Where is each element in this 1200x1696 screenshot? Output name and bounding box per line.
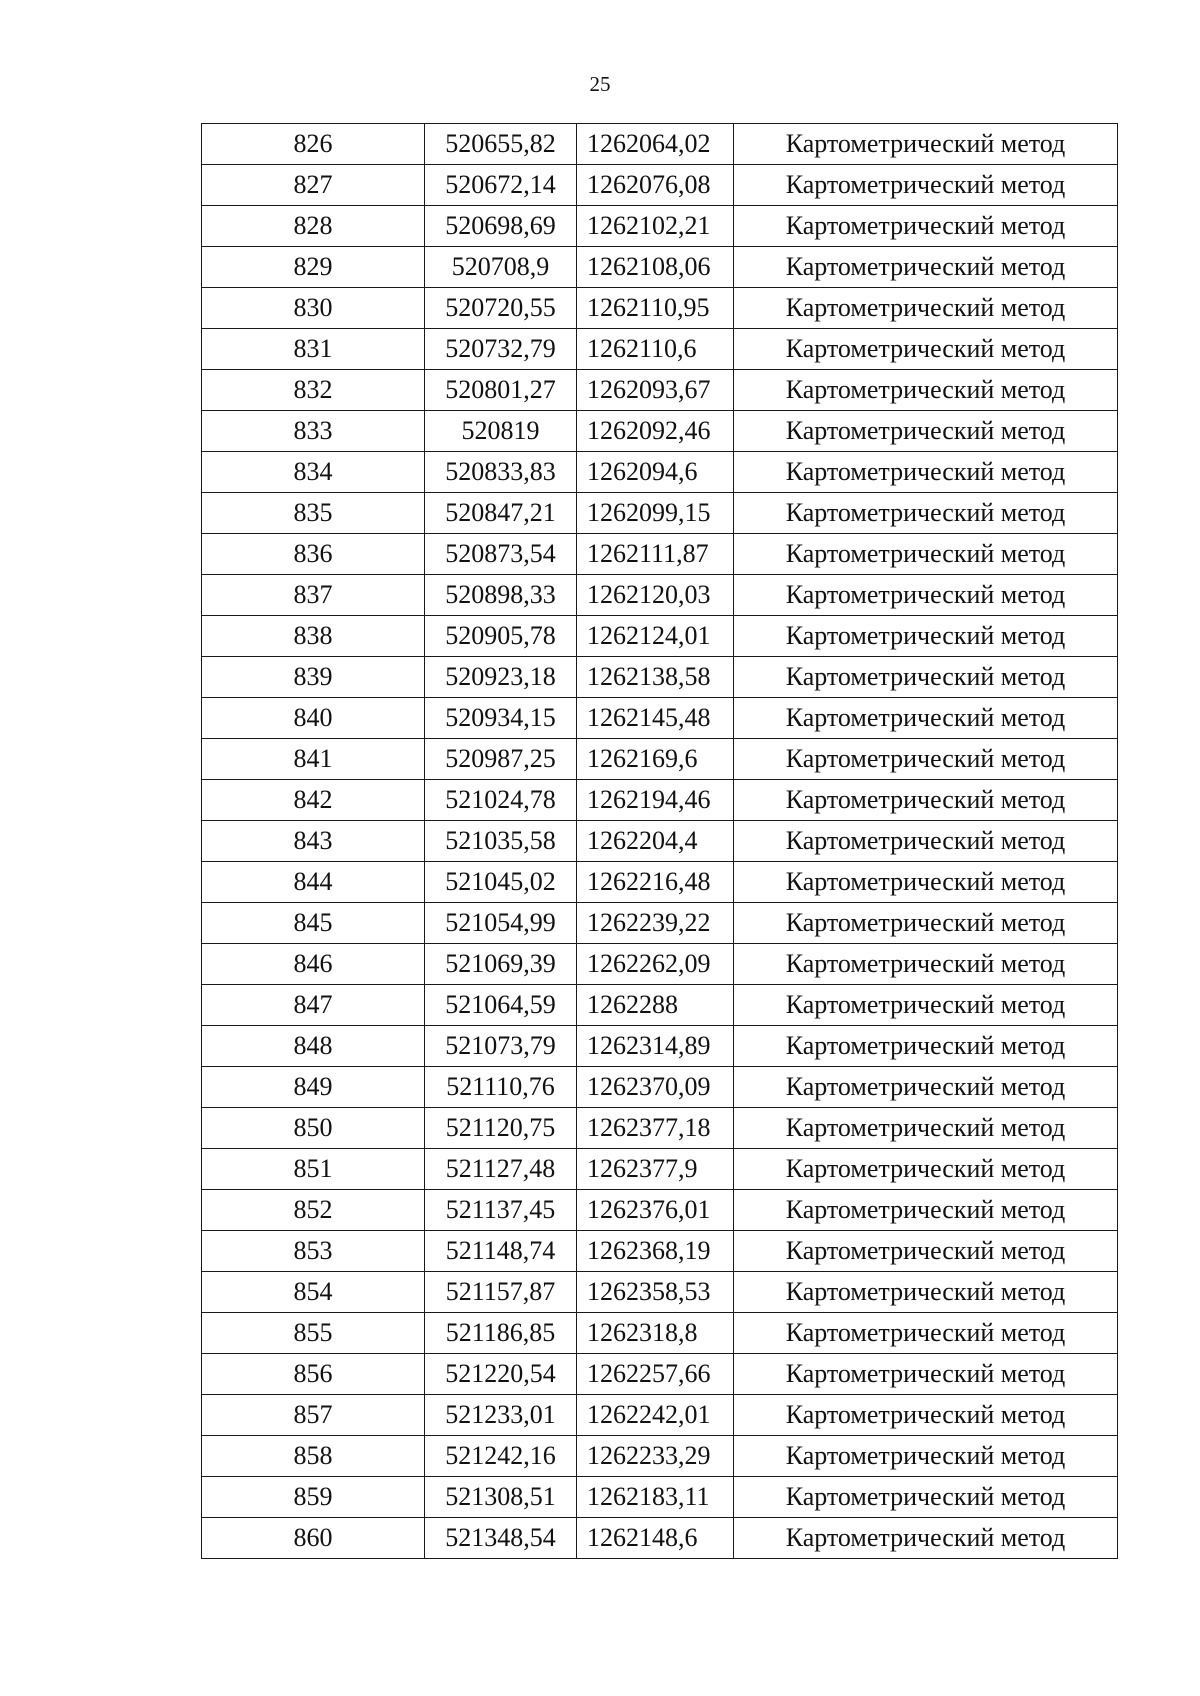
point-number-cell: 849 <box>202 1067 425 1108</box>
table-row <box>202 411 1118 452</box>
point-number-cell: 833 <box>202 411 425 452</box>
point-number-cell: 835 <box>202 493 425 534</box>
y-coordinate-cell: 1262262,09 <box>577 944 734 985</box>
point-number-cell: 843 <box>202 821 425 862</box>
table-row <box>202 1313 1118 1354</box>
point-number-cell: 830 <box>202 288 425 329</box>
method-cell: Картометрический метод <box>734 698 1118 739</box>
point-number-cell: 834 <box>202 452 425 493</box>
x-coordinate-cell: 520732,79 <box>425 329 577 370</box>
table-row <box>202 698 1118 739</box>
table-row <box>202 288 1118 329</box>
x-coordinate-cell: 520898,33 <box>425 575 577 616</box>
method-cell: Картометрический метод <box>734 1354 1118 1395</box>
table-row <box>202 1354 1118 1395</box>
method-cell: Картометрический метод <box>734 124 1118 165</box>
y-coordinate-cell: 1262093,67 <box>577 370 734 411</box>
point-number-cell: 842 <box>202 780 425 821</box>
y-coordinate-cell: 1262194,46 <box>577 780 734 821</box>
x-coordinate-cell: 521073,79 <box>425 1026 577 1067</box>
method-cell: Картометрический метод <box>734 370 1118 411</box>
x-coordinate-cell: 520819 <box>425 411 577 452</box>
point-number-cell: 826 <box>202 124 425 165</box>
method-cell: Картометрический метод <box>734 452 1118 493</box>
method-cell: Картометрический метод <box>734 1477 1118 1518</box>
method-cell: Картометрический метод <box>734 206 1118 247</box>
x-coordinate-cell: 521064,59 <box>425 985 577 1026</box>
table-row <box>202 1395 1118 1436</box>
method-cell: Картометрический метод <box>734 1313 1118 1354</box>
point-number-cell: 845 <box>202 903 425 944</box>
method-cell: Картометрический метод <box>734 862 1118 903</box>
point-number-cell: 852 <box>202 1190 425 1231</box>
table-row <box>202 1067 1118 1108</box>
y-coordinate-cell: 1262377,9 <box>577 1149 734 1190</box>
point-number-cell: 859 <box>202 1477 425 1518</box>
point-number-cell: 832 <box>202 370 425 411</box>
point-number-cell: 854 <box>202 1272 425 1313</box>
point-number-cell: 848 <box>202 1026 425 1067</box>
table-row <box>202 206 1118 247</box>
x-coordinate-cell: 521120,75 <box>425 1108 577 1149</box>
y-coordinate-cell: 1262111,87 <box>577 534 734 575</box>
y-coordinate-cell: 1262216,48 <box>577 862 734 903</box>
x-coordinate-cell: 520655,82 <box>425 124 577 165</box>
table-row <box>202 575 1118 616</box>
method-cell: Картометрический метод <box>734 657 1118 698</box>
method-cell: Картометрический метод <box>734 288 1118 329</box>
x-coordinate-cell: 521186,85 <box>425 1313 577 1354</box>
table-row <box>202 616 1118 657</box>
table-row <box>202 370 1118 411</box>
y-coordinate-cell: 1262169,6 <box>577 739 734 780</box>
x-coordinate-cell: 521137,45 <box>425 1190 577 1231</box>
point-number-cell: 836 <box>202 534 425 575</box>
coordinates-table <box>201 123 1118 1559</box>
point-number-cell: 844 <box>202 862 425 903</box>
method-cell: Картометрический метод <box>734 985 1118 1026</box>
table-row <box>202 944 1118 985</box>
x-coordinate-cell: 520987,25 <box>425 739 577 780</box>
point-number-cell: 850 <box>202 1108 425 1149</box>
table-row <box>202 493 1118 534</box>
point-number-cell: 839 <box>202 657 425 698</box>
x-coordinate-cell: 521148,74 <box>425 1231 577 1272</box>
y-coordinate-cell: 1262183,11 <box>577 1477 734 1518</box>
x-coordinate-cell: 520698,69 <box>425 206 577 247</box>
y-coordinate-cell: 1262124,01 <box>577 616 734 657</box>
method-cell: Картометрический метод <box>734 1026 1118 1067</box>
y-coordinate-cell: 1262148,6 <box>577 1518 734 1559</box>
table-row <box>202 1272 1118 1313</box>
table-row <box>202 534 1118 575</box>
y-coordinate-cell: 1262288 <box>577 985 734 1026</box>
point-number-cell: 846 <box>202 944 425 985</box>
y-coordinate-cell: 1262092,46 <box>577 411 734 452</box>
point-number-cell: 857 <box>202 1395 425 1436</box>
table-row <box>202 1149 1118 1190</box>
point-number-cell: 860 <box>202 1518 425 1559</box>
table-row <box>202 165 1118 206</box>
table-row <box>202 903 1118 944</box>
page-number: 25 <box>589 72 611 96</box>
method-cell: Картометрический метод <box>734 1108 1118 1149</box>
method-cell: Картометрический метод <box>734 575 1118 616</box>
table-row <box>202 247 1118 288</box>
point-number-cell: 847 <box>202 985 425 1026</box>
y-coordinate-cell: 1262377,18 <box>577 1108 734 1149</box>
x-coordinate-cell: 521069,39 <box>425 944 577 985</box>
y-coordinate-cell: 1262370,09 <box>577 1067 734 1108</box>
point-number-cell: 851 <box>202 1149 425 1190</box>
method-cell: Картометрический метод <box>734 1395 1118 1436</box>
x-coordinate-cell: 520873,54 <box>425 534 577 575</box>
table-row <box>202 1231 1118 1272</box>
point-number-cell: 853 <box>202 1231 425 1272</box>
point-number-cell: 855 <box>202 1313 425 1354</box>
y-coordinate-cell: 1262358,53 <box>577 1272 734 1313</box>
point-number-cell: 841 <box>202 739 425 780</box>
y-coordinate-cell: 1262239,22 <box>577 903 734 944</box>
y-coordinate-cell: 1262099,15 <box>577 493 734 534</box>
method-cell: Картометрический метод <box>734 411 1118 452</box>
x-coordinate-cell: 520847,21 <box>425 493 577 534</box>
y-coordinate-cell: 1262376,01 <box>577 1190 734 1231</box>
x-coordinate-cell: 520934,15 <box>425 698 577 739</box>
point-number-cell: 828 <box>202 206 425 247</box>
x-coordinate-cell: 521035,58 <box>425 821 577 862</box>
table-row <box>202 1190 1118 1231</box>
y-coordinate-cell: 1262257,66 <box>577 1354 734 1395</box>
method-cell: Картометрический метод <box>734 1436 1118 1477</box>
method-cell: Картометрический метод <box>734 534 1118 575</box>
table-row <box>202 1477 1118 1518</box>
point-number-cell: 829 <box>202 247 425 288</box>
method-cell: Картометрический метод <box>734 493 1118 534</box>
x-coordinate-cell: 521220,54 <box>425 1354 577 1395</box>
y-coordinate-cell: 1262233,29 <box>577 1436 734 1477</box>
table-row <box>202 452 1118 493</box>
point-number-cell: 858 <box>202 1436 425 1477</box>
x-coordinate-cell: 520905,78 <box>425 616 577 657</box>
x-coordinate-cell: 521157,87 <box>425 1272 577 1313</box>
y-coordinate-cell: 1262120,03 <box>577 575 734 616</box>
method-cell: Картометрический метод <box>734 616 1118 657</box>
table-row <box>202 657 1118 698</box>
y-coordinate-cell: 1262064,02 <box>577 124 734 165</box>
point-number-cell: 837 <box>202 575 425 616</box>
y-coordinate-cell: 1262076,08 <box>577 165 734 206</box>
coordinates-table-body <box>202 124 1118 1559</box>
x-coordinate-cell: 521348,54 <box>425 1518 577 1559</box>
y-coordinate-cell: 1262102,21 <box>577 206 734 247</box>
y-coordinate-cell: 1262314,89 <box>577 1026 734 1067</box>
method-cell: Картометрический метод <box>734 903 1118 944</box>
table-row <box>202 985 1118 1026</box>
method-cell: Картометрический метод <box>734 780 1118 821</box>
x-coordinate-cell: 520801,27 <box>425 370 577 411</box>
method-cell: Картометрический метод <box>734 1149 1118 1190</box>
y-coordinate-cell: 1262145,48 <box>577 698 734 739</box>
y-coordinate-cell: 1262368,19 <box>577 1231 734 1272</box>
point-number-cell: 838 <box>202 616 425 657</box>
method-cell: Картометрический метод <box>734 329 1118 370</box>
table-row <box>202 329 1118 370</box>
y-coordinate-cell: 1262204,4 <box>577 821 734 862</box>
x-coordinate-cell: 521242,16 <box>425 1436 577 1477</box>
method-cell: Картометрический метод <box>734 1518 1118 1559</box>
x-coordinate-cell: 521054,99 <box>425 903 577 944</box>
x-coordinate-cell: 521233,01 <box>425 1395 577 1436</box>
method-cell: Картометрический метод <box>734 1272 1118 1313</box>
table-row <box>202 1518 1118 1559</box>
x-coordinate-cell: 521110,76 <box>425 1067 577 1108</box>
y-coordinate-cell: 1262242,01 <box>577 1395 734 1436</box>
table-row <box>202 1108 1118 1149</box>
table-row <box>202 862 1118 903</box>
table-row <box>202 821 1118 862</box>
method-cell: Картометрический метод <box>734 1067 1118 1108</box>
method-cell: Картометрический метод <box>734 247 1118 288</box>
y-coordinate-cell: 1262110,6 <box>577 329 734 370</box>
method-cell: Картометрический метод <box>734 821 1118 862</box>
point-number-cell: 840 <box>202 698 425 739</box>
x-coordinate-cell: 520708,9 <box>425 247 577 288</box>
method-cell: Картометрический метод <box>734 1231 1118 1272</box>
x-coordinate-cell: 520833,83 <box>425 452 577 493</box>
x-coordinate-cell: 520923,18 <box>425 657 577 698</box>
x-coordinate-cell: 521308,51 <box>425 1477 577 1518</box>
table-row <box>202 739 1118 780</box>
method-cell: Картометрический метод <box>734 165 1118 206</box>
x-coordinate-cell: 520672,14 <box>425 165 577 206</box>
table-row <box>202 124 1118 165</box>
table-row <box>202 780 1118 821</box>
y-coordinate-cell: 1262110,95 <box>577 288 734 329</box>
y-coordinate-cell: 1262318,8 <box>577 1313 734 1354</box>
point-number-cell: 856 <box>202 1354 425 1395</box>
method-cell: Картометрический метод <box>734 1190 1118 1231</box>
x-coordinate-cell: 521127,48 <box>425 1149 577 1190</box>
method-cell: Картометрический метод <box>734 739 1118 780</box>
point-number-cell: 831 <box>202 329 425 370</box>
y-coordinate-cell: 1262108,06 <box>577 247 734 288</box>
table-row <box>202 1026 1118 1067</box>
table-row <box>202 1436 1118 1477</box>
y-coordinate-cell: 1262138,58 <box>577 657 734 698</box>
x-coordinate-cell: 521045,02 <box>425 862 577 903</box>
point-number-cell: 827 <box>202 165 425 206</box>
x-coordinate-cell: 521024,78 <box>425 780 577 821</box>
method-cell: Картометрический метод <box>734 944 1118 985</box>
y-coordinate-cell: 1262094,6 <box>577 452 734 493</box>
x-coordinate-cell: 520720,55 <box>425 288 577 329</box>
